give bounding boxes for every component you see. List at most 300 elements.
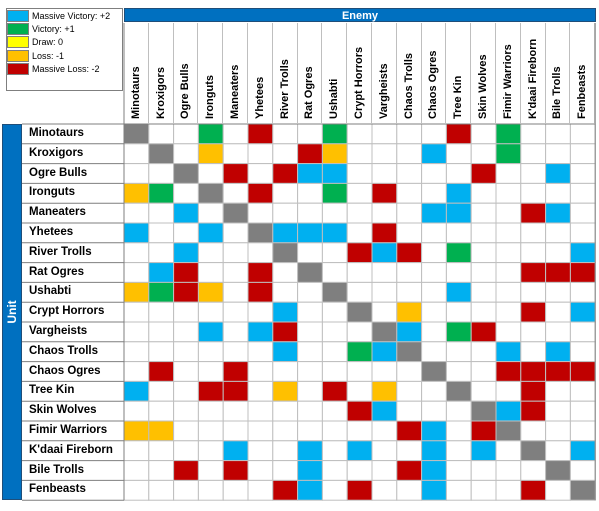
heatmap-cell — [471, 183, 496, 203]
heatmap-cell — [322, 243, 347, 263]
heatmap-cell — [174, 362, 199, 382]
heatmap-cell — [422, 243, 447, 263]
heatmap-cell — [248, 124, 273, 144]
heatmap-cell — [124, 322, 149, 342]
heatmap-cell — [198, 243, 223, 263]
heatmap-cell — [496, 322, 521, 342]
heatmap-cell — [273, 461, 298, 481]
heatmap-cell — [471, 164, 496, 184]
heatmap-cell — [198, 362, 223, 382]
heatmap-cell — [521, 282, 546, 302]
heatmap-cell — [223, 144, 248, 164]
heatmap-cell — [496, 183, 521, 203]
heatmap-cell — [446, 282, 471, 302]
heatmap-cell — [546, 164, 571, 184]
heatmap-cell — [546, 243, 571, 263]
heatmap-cell — [347, 263, 372, 283]
heatmap-cell — [471, 243, 496, 263]
heatmap-cell — [496, 441, 521, 461]
heatmap-cell — [372, 144, 397, 164]
heatmap-cell — [471, 362, 496, 382]
heatmap-cell — [124, 401, 149, 421]
heatmap-cell — [446, 362, 471, 382]
heatmap-cell — [446, 401, 471, 421]
heatmap-cell — [496, 421, 521, 441]
row-header: Fimir Warriors — [29, 424, 108, 436]
heatmap-cell — [397, 302, 422, 322]
heatmap-cell — [347, 164, 372, 184]
heatmap-cell — [273, 480, 298, 500]
heatmap-cell — [521, 144, 546, 164]
heatmap-cell — [372, 421, 397, 441]
heatmap-cell — [124, 164, 149, 184]
heatmap-cell — [422, 144, 447, 164]
heatmap-cell — [397, 282, 422, 302]
heatmap-cell — [446, 441, 471, 461]
heatmap-cell — [422, 263, 447, 283]
heatmap-cell — [397, 461, 422, 481]
heatmap-cell — [223, 164, 248, 184]
heatmap-cell — [149, 124, 174, 144]
heatmap-cell — [496, 164, 521, 184]
heatmap-cell — [570, 401, 595, 421]
heatmap-cell — [298, 243, 323, 263]
heatmap-cell — [149, 401, 174, 421]
heatmap-cell — [496, 302, 521, 322]
heatmap-cell — [422, 381, 447, 401]
heatmap-cell — [397, 223, 422, 243]
heatmap-cell — [471, 223, 496, 243]
heatmap-cell — [223, 263, 248, 283]
legend-label: Draw: 0 — [32, 37, 64, 48]
heatmap-cell — [174, 144, 199, 164]
column-header-label: Chaos Trolls — [402, 52, 415, 119]
heatmap-cell — [273, 183, 298, 203]
column-header-label: Bile Trolls — [551, 66, 564, 119]
heatmap-cell — [496, 381, 521, 401]
heatmap-cell — [446, 461, 471, 481]
heatmap-cell — [422, 421, 447, 441]
heatmap-cell — [273, 164, 298, 184]
enemy-axis-title: Enemy — [124, 8, 596, 22]
column-header-label: Crypt Horrors — [353, 46, 366, 119]
heatmap-cell — [248, 223, 273, 243]
heatmap-cell — [273, 203, 298, 223]
heatmap-cell — [496, 480, 521, 500]
heatmap-cell — [174, 480, 199, 500]
heatmap-cell — [149, 263, 174, 283]
heatmap-cell — [471, 263, 496, 283]
heatmap-cell — [372, 243, 397, 263]
row-header: Rat Ogres — [29, 265, 84, 278]
heatmap-cell — [198, 461, 223, 481]
row-header: Ironguts — [29, 186, 75, 199]
row-header: Tree Kin — [29, 384, 75, 397]
heatmap-cell — [546, 421, 571, 441]
heatmap-cell — [322, 263, 347, 283]
heatmap-cell — [471, 124, 496, 144]
heatmap-cell — [546, 124, 571, 144]
heatmap-cell — [248, 282, 273, 302]
heatmap-cell — [372, 461, 397, 481]
heatmap-cell — [223, 461, 248, 481]
heatmap-cell — [273, 282, 298, 302]
heatmap-cell — [223, 302, 248, 322]
heatmap-cell — [347, 243, 372, 263]
heatmap-cell — [149, 461, 174, 481]
heatmap-cell — [422, 461, 447, 481]
heatmap-cell — [298, 322, 323, 342]
heatmap-cell — [372, 322, 397, 342]
heatmap-cell — [397, 124, 422, 144]
heatmap-cell — [124, 362, 149, 382]
heatmap-cell — [521, 263, 546, 283]
heatmap-cell — [149, 362, 174, 382]
heatmap-cell — [347, 441, 372, 461]
heatmap-cell — [347, 223, 372, 243]
heatmap-cell — [546, 362, 571, 382]
heatmap-cell — [223, 342, 248, 362]
heatmap-cell — [124, 302, 149, 322]
heatmap-cell — [223, 480, 248, 500]
heatmap-cell — [521, 461, 546, 481]
heatmap-cell — [273, 144, 298, 164]
heatmap-cell — [149, 480, 174, 500]
heatmap-cell — [521, 183, 546, 203]
heatmap-cell — [198, 381, 223, 401]
heatmap-cell — [521, 381, 546, 401]
heatmap-cell — [570, 223, 595, 243]
heatmap-cell — [298, 342, 323, 362]
column-header-label: Yhetees — [253, 76, 266, 119]
heatmap-cell — [124, 441, 149, 461]
heatmap-cell — [397, 401, 422, 421]
heatmap-cell — [248, 461, 273, 481]
heatmap-cell — [570, 144, 595, 164]
heatmap-cell — [521, 421, 546, 441]
heatmap-cell — [149, 302, 174, 322]
heatmap-cell — [471, 282, 496, 302]
heatmap-cell — [397, 381, 422, 401]
heatmap-cell — [248, 302, 273, 322]
heatmap-cell — [347, 302, 372, 322]
heatmap-cell — [273, 322, 298, 342]
heatmap-cell — [521, 203, 546, 223]
heatmap-cell — [273, 421, 298, 441]
heatmap-cell — [570, 124, 595, 144]
heatmap-cell — [298, 401, 323, 421]
heatmap-cell — [570, 342, 595, 362]
heatmap-cell — [422, 480, 447, 500]
heatmap-cell — [570, 243, 595, 263]
heatmap-cell — [347, 322, 372, 342]
heatmap-cell — [570, 282, 595, 302]
column-header-label: Fimir Warriors — [501, 44, 514, 119]
heatmap-cell — [372, 480, 397, 500]
heatmap-cell — [372, 342, 397, 362]
heatmap-cell — [198, 421, 223, 441]
heatmap-cell — [298, 223, 323, 243]
heatmap-cell — [546, 381, 571, 401]
heatmap-cell — [149, 164, 174, 184]
heatmap-cell — [570, 381, 595, 401]
column-header-label: Rat Ogres — [303, 66, 316, 119]
heatmap-cell — [347, 342, 372, 362]
heatmap-cell — [174, 223, 199, 243]
heatmap-cell — [546, 302, 571, 322]
row-header: River Trolls — [29, 245, 92, 258]
heatmap-cell — [273, 302, 298, 322]
heatmap-cell — [322, 282, 347, 302]
row-header: Chaos Ogres — [29, 364, 101, 377]
heatmap-cell — [422, 203, 447, 223]
heatmap-cell — [521, 243, 546, 263]
heatmap-cell — [223, 223, 248, 243]
heatmap-cell — [149, 223, 174, 243]
heatmap-cell — [322, 164, 347, 184]
heatmap-cell — [347, 282, 372, 302]
heatmap-cell — [174, 342, 199, 362]
row-header: Crypt Horrors — [29, 305, 105, 318]
heatmap-cell — [124, 144, 149, 164]
column-header-label: Skin Wolves — [477, 54, 490, 119]
heatmap-cell — [570, 164, 595, 184]
heatmap-cell — [496, 124, 521, 144]
heatmap-cell — [471, 144, 496, 164]
row-header: Vargheists — [29, 325, 88, 337]
heatmap-cell — [248, 144, 273, 164]
heatmap-cell — [124, 480, 149, 500]
row-header: Ushabti — [29, 285, 72, 298]
heatmap-cell — [471, 381, 496, 401]
heatmap-cell — [347, 461, 372, 481]
heatmap-cell — [546, 144, 571, 164]
heatmap-cell — [149, 421, 174, 441]
heatmap-cell — [422, 322, 447, 342]
heatmap-cell — [198, 164, 223, 184]
heatmap-cell — [521, 223, 546, 243]
heatmap-cell — [397, 362, 422, 382]
heatmap-cell — [446, 144, 471, 164]
heatmap-cell — [174, 164, 199, 184]
heatmap-cell — [446, 164, 471, 184]
heatmap-cell — [372, 282, 397, 302]
heatmap-cell — [273, 243, 298, 263]
heatmap-cell — [471, 441, 496, 461]
heatmap-cell — [223, 322, 248, 342]
heatmap-cell — [124, 183, 149, 203]
heatmap-cell — [149, 322, 174, 342]
heatmap-cell — [124, 282, 149, 302]
heatmap-cell — [273, 124, 298, 144]
heatmap-cell — [322, 302, 347, 322]
column-header-label: Vargheists — [377, 63, 390, 119]
legend-label: Loss: -1 — [32, 50, 65, 61]
column-header-label: Chaos Ogres — [427, 50, 440, 119]
heatmap-cell — [124, 381, 149, 401]
heatmap-cell — [372, 183, 397, 203]
heatmap-cell — [570, 441, 595, 461]
heatmap-cell — [322, 124, 347, 144]
heatmap-cell — [248, 480, 273, 500]
heatmap-cell — [298, 441, 323, 461]
heatmap-cell — [570, 362, 595, 382]
heatmap-cell — [322, 183, 347, 203]
heatmap-cell — [198, 342, 223, 362]
row-header: Maneaters — [29, 206, 86, 219]
heatmap-cell — [496, 144, 521, 164]
heatmap-cell — [521, 124, 546, 144]
heatmap-cell — [198, 401, 223, 421]
heatmap-cell — [446, 480, 471, 500]
heatmap-cell — [471, 401, 496, 421]
heatmap-cell — [248, 401, 273, 421]
heatmap-cell — [422, 282, 447, 302]
heatmap-cell — [397, 263, 422, 283]
heatmap-cell — [347, 144, 372, 164]
heatmap-cell — [273, 223, 298, 243]
heatmap-cell — [298, 421, 323, 441]
heatmap-cell — [298, 461, 323, 481]
heatmap-cell — [496, 401, 521, 421]
heatmap-cell — [248, 342, 273, 362]
heatmap-cell — [124, 223, 149, 243]
heatmap-cell — [198, 282, 223, 302]
heatmap-cell — [322, 203, 347, 223]
heatmap-cell — [124, 203, 149, 223]
heatmap-cell — [397, 183, 422, 203]
heatmap-cell — [248, 441, 273, 461]
heatmap-cell — [397, 480, 422, 500]
heatmap-cell — [298, 480, 323, 500]
heatmap-cell — [471, 421, 496, 441]
heatmap-cell — [223, 441, 248, 461]
heatmap-cell — [248, 322, 273, 342]
heatmap-cell — [422, 164, 447, 184]
heatmap-cell — [273, 342, 298, 362]
heatmap-cell — [471, 302, 496, 322]
heatmap-cell — [422, 183, 447, 203]
heatmap-cell — [273, 401, 298, 421]
heatmap-cell — [471, 480, 496, 500]
heatmap-cell — [397, 243, 422, 263]
heatmap-cell — [446, 183, 471, 203]
row-header: Chaos Trolls — [29, 344, 99, 357]
heatmap-cell — [422, 302, 447, 322]
heatmap-cell — [347, 480, 372, 500]
row-header: Kroxigors — [29, 146, 84, 159]
heatmap-cell — [149, 342, 174, 362]
heatmap-cell — [546, 441, 571, 461]
heatmap-cell — [496, 282, 521, 302]
heatmap-cell — [471, 203, 496, 223]
heatmap-cell — [198, 322, 223, 342]
heatmap-cell — [149, 203, 174, 223]
heatmap-cell — [223, 362, 248, 382]
heatmap-cell — [223, 401, 248, 421]
column-header-label: Ushabti — [328, 78, 341, 119]
heatmap-cell — [546, 461, 571, 481]
heatmap-cell — [347, 421, 372, 441]
heatmap-cell — [422, 342, 447, 362]
heatmap-cell — [372, 124, 397, 144]
column-header-label: River Trolls — [278, 59, 291, 119]
heatmap-cell — [223, 282, 248, 302]
heatmap-cell — [521, 401, 546, 421]
heatmap-cell — [149, 144, 174, 164]
heatmap-cell — [322, 421, 347, 441]
row-header: Bile Trolls — [29, 463, 84, 476]
heatmap-cell — [347, 183, 372, 203]
heatmap-cell — [174, 421, 199, 441]
heatmap-cell — [570, 263, 595, 283]
heatmap-cell — [521, 322, 546, 342]
heatmap-cell — [149, 183, 174, 203]
heatmap-cell — [322, 461, 347, 481]
heatmap-cell — [570, 183, 595, 203]
heatmap-cell — [546, 401, 571, 421]
row-header: Skin Wolves — [29, 404, 97, 417]
heatmap-cell — [496, 461, 521, 481]
heatmap-cell — [372, 203, 397, 223]
heatmap-cell — [149, 441, 174, 461]
column-header-label: Ogre Bulls — [179, 63, 192, 119]
heatmap-cell — [372, 362, 397, 382]
heatmap-cell — [496, 223, 521, 243]
heatmap-cell — [546, 223, 571, 243]
heatmap-cell — [198, 441, 223, 461]
heatmap-cell — [471, 322, 496, 342]
heatmap-cell — [521, 441, 546, 461]
heatmap-cell — [248, 243, 273, 263]
heatmap-cell — [298, 282, 323, 302]
heatmap-cell — [570, 480, 595, 500]
heatmap-cell — [322, 342, 347, 362]
heatmap-cell — [322, 362, 347, 382]
heatmap-cell — [298, 203, 323, 223]
heatmap-cell — [347, 401, 372, 421]
heatmap-cell — [149, 381, 174, 401]
heatmap-cell — [446, 223, 471, 243]
heatmap-cell — [248, 362, 273, 382]
heatmap-cell — [124, 243, 149, 263]
heatmap-cell — [446, 322, 471, 342]
heatmap-cell — [124, 124, 149, 144]
heatmap-cell — [422, 362, 447, 382]
heatmap-cell — [372, 401, 397, 421]
heatmap-cell — [298, 302, 323, 322]
heatmap-cell — [446, 421, 471, 441]
heatmap-cell — [223, 243, 248, 263]
heatmap-cell — [149, 282, 174, 302]
heatmap-cell — [273, 441, 298, 461]
heatmap-cell — [446, 302, 471, 322]
heatmap-cell — [174, 441, 199, 461]
heatmap-cell — [174, 322, 199, 342]
heatmap-cell — [174, 183, 199, 203]
heatmap-cell — [347, 381, 372, 401]
heatmap-cell — [198, 263, 223, 283]
heatmap-cell — [422, 441, 447, 461]
legend-label: Massive Victory: +2 — [32, 10, 111, 21]
heatmap-cell — [570, 322, 595, 342]
heatmap-cell — [546, 342, 571, 362]
heatmap-cell — [223, 421, 248, 441]
heatmap-cell — [322, 401, 347, 421]
heatmap-cell — [322, 381, 347, 401]
heatmap-cell — [298, 362, 323, 382]
column-header-label: Kroxigors — [154, 67, 167, 119]
